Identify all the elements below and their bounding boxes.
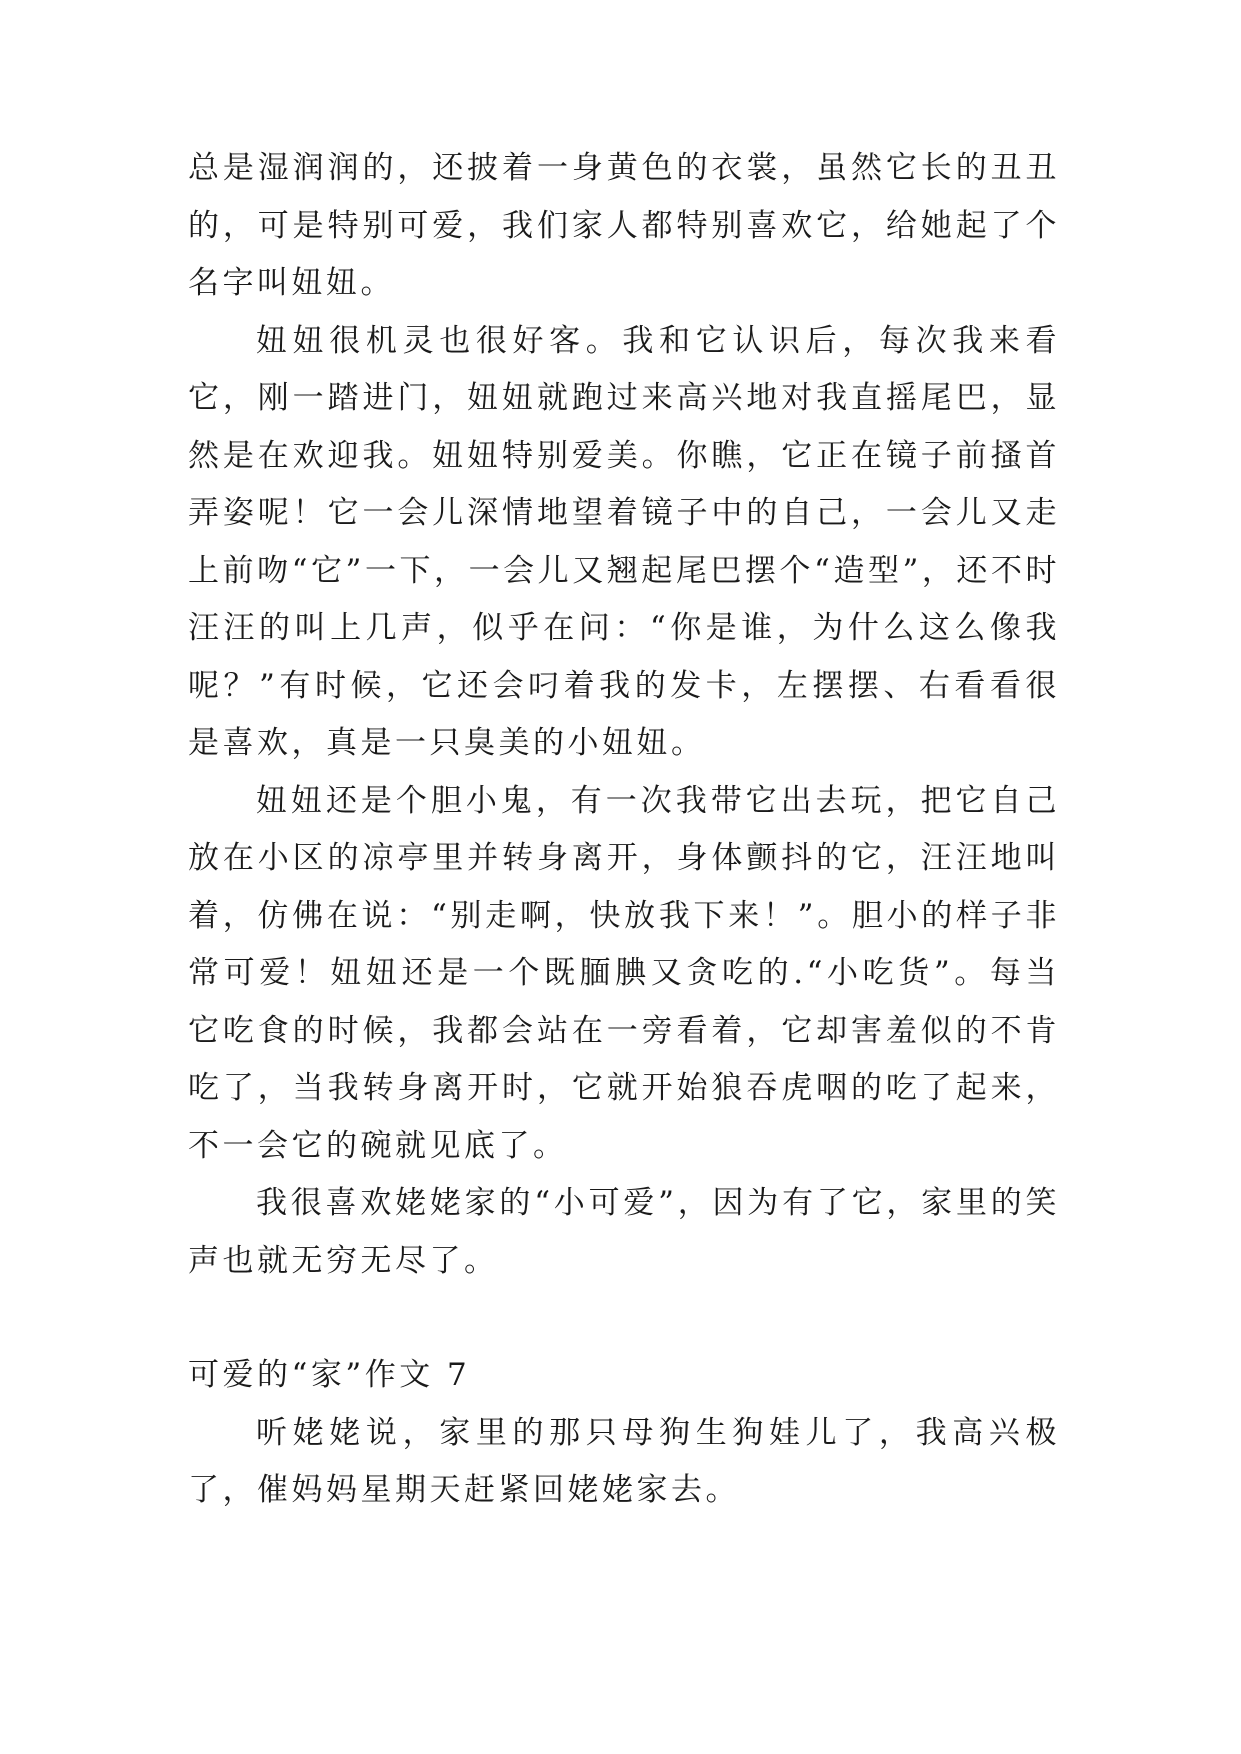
paragraph-conclusion: 我很喜欢姥姥家的“小可爱”，因为有了它，家里的笑声也就无穷无尽了。 (188, 1185, 1060, 1279)
paragraph-personality: 妞妞很机灵也很好客。我和它认识后，每次我来看它，刚一踏进门，妞妞就跑过来高兴地对我直摇尾巴，显然是在欢迎我。妞妞特别爱美。你瞧，它正在镜子前搔首弄姿呢！它一会儿深情地望着镜子中的自己，一会儿又走上前吻“它”一下，一会儿又翘起尾巴摆个“造型”，还不时汪汪的叫上几声，似乎在问：“你是谁，为什么这么像我呢？”有时候，它还会叼着我的发卡，左摆摆、右看看很是喜欢，真是一只臭美的小妞妞。 (188, 322, 1060, 761)
paragraph-section-opening: 听姥姥说，家里的那只母狗生狗娃儿了，我高兴极了，催妈妈星期天赶紧回姥姥家去。 (188, 1414, 1060, 1508)
paragraph-description: 总是湿润润的，还披着一身黄色的衣裳，虽然它长的丑丑的，可是特别可爱，我们家人都特别喜欢它，给她起了个名字叫妞妞。 (188, 150, 1060, 301)
section-title: 可爱的“家”作文 7 (188, 1357, 471, 1393)
paragraph-timid-and-greedy: 妞妞还是个胆小鬼，有一次我带它出去玩，把它自己放在小区的凉亭里并转身离开，身体颤抖的它，汪汪地叫着，仿佛在说：“别走啊，快放我下来！”。胆小的样子非常可爱！妞妞还是一个既腼腆又贪吃的.“小吃货”。每当它吃食的时候，我都会站在一旁看着，它却害羞似的不肯吃了，当我转身离开时，它就开始狼吞虎咽的吃了起来，不一会它的碗就见底了。 (188, 782, 1060, 1164)
document-page (188, 140, 1060, 1520)
